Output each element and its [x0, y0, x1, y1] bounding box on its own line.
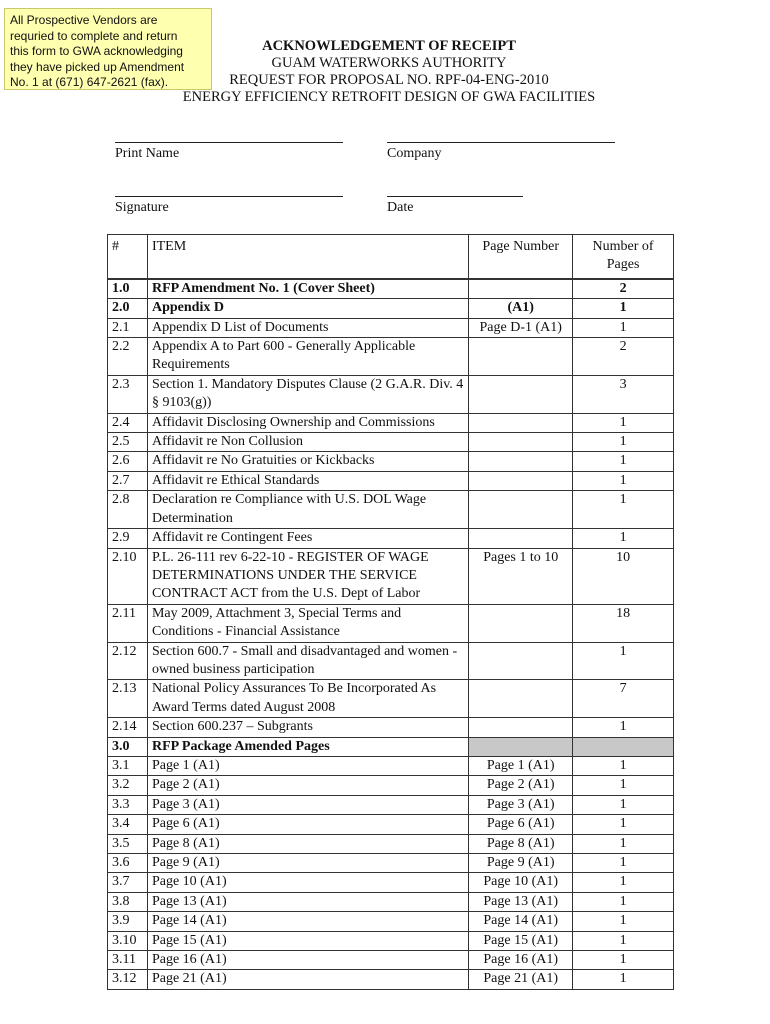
row-page-count: 1 — [573, 892, 674, 911]
row-item: Page 14 (A1) — [147, 912, 468, 931]
print-name-label: Print Name — [115, 146, 180, 161]
document-title: ACKNOWLEDGEMENT OF RECEIPT — [262, 38, 516, 54]
row-page-count: 1 — [573, 529, 674, 548]
row-page-count: 1 — [573, 970, 674, 989]
row-item: Affidavit re Ethical Standards — [147, 471, 468, 490]
row-item: May 2009, Attachment 3, Special Terms and Conditions - Financial Assistance — [147, 604, 468, 642]
row-page-number — [469, 718, 573, 737]
row-number: 2.5 — [108, 433, 148, 452]
row-item: Affidavit re No Gratuities or Kickbacks — [147, 452, 468, 471]
row-item: National Policy Assurances To Be Incorporated As Award Terms dated August 2008 — [147, 680, 468, 718]
table-row — [108, 548, 674, 604]
row-number: 1.0 — [108, 279, 148, 299]
row-number: 3.5 — [108, 834, 148, 853]
row-page-number: Page 14 (A1) — [469, 912, 573, 931]
row-page-number: Page 9 (A1) — [469, 854, 573, 873]
row-page-number — [469, 529, 573, 548]
row-number: 3.8 — [108, 892, 148, 911]
row-page-number — [469, 604, 573, 642]
row-number: 3.2 — [108, 776, 148, 795]
column-header-number: # — [108, 235, 148, 279]
table-row — [108, 318, 674, 337]
row-page-number — [469, 737, 573, 756]
row-page-number — [469, 680, 573, 718]
row-page-number — [469, 375, 573, 413]
row-number: 3.1 — [108, 756, 148, 775]
document-header — [0, 38, 770, 106]
row-number: 2.11 — [108, 604, 148, 642]
row-page-number: Page 21 (A1) — [469, 970, 573, 989]
row-page-number — [469, 471, 573, 490]
table-row — [108, 433, 674, 452]
row-number: 3.6 — [108, 854, 148, 873]
row-item: Page 6 (A1) — [147, 815, 468, 834]
table-row — [108, 756, 674, 775]
column-header-item: ITEM — [147, 235, 468, 279]
table-row — [108, 931, 674, 950]
row-page-count: 7 — [573, 680, 674, 718]
note-line: they have picked up Amendment — [10, 59, 185, 74]
row-page-number: Page 16 (A1) — [469, 951, 573, 970]
row-page-count: 10 — [573, 548, 674, 604]
table-row — [108, 338, 674, 376]
row-page-count: 1 — [573, 931, 674, 950]
print-name-line[interactable] — [115, 142, 343, 143]
row-item: Section 600.7 - Small and disadvantaged and women - owned business participation — [147, 642, 468, 680]
row-number: 2.10 — [108, 548, 148, 604]
row-page-number: Page 15 (A1) — [469, 931, 573, 950]
row-number: 3.3 — [108, 795, 148, 814]
row-page-count: 1 — [573, 491, 674, 529]
row-page-count: 18 — [573, 604, 674, 642]
row-item: Page 3 (A1) — [147, 795, 468, 814]
row-page-number — [469, 642, 573, 680]
row-page-count: 1 — [573, 912, 674, 931]
row-page-number: Page 8 (A1) — [469, 834, 573, 853]
column-header-number-of-pages: Number of Pages — [573, 235, 674, 279]
row-page-number — [469, 452, 573, 471]
row-item: Affidavit re Contingent Fees — [147, 529, 468, 548]
row-item: Page 10 (A1) — [147, 873, 468, 892]
table-row — [108, 873, 674, 892]
row-number: 2.13 — [108, 680, 148, 718]
row-number: 2.2 — [108, 338, 148, 376]
row-number: 2.4 — [108, 413, 148, 432]
table-row — [108, 892, 674, 911]
table-row — [108, 834, 674, 853]
table-header-row — [108, 235, 674, 279]
row-item: Affidavit Disclosing Ownership and Commissions — [147, 413, 468, 432]
row-page-count — [573, 737, 674, 756]
row-page-number — [469, 338, 573, 376]
row-page-number: Page 3 (A1) — [469, 795, 573, 814]
table-row — [108, 413, 674, 432]
table-row — [108, 912, 674, 931]
row-page-count: 1 — [573, 299, 674, 318]
row-page-count: 1 — [573, 795, 674, 814]
row-page-count: 1 — [573, 433, 674, 452]
company-line[interactable] — [387, 142, 615, 143]
row-number: 3.4 — [108, 815, 148, 834]
table-row — [108, 776, 674, 795]
row-item: RFP Package Amended Pages — [147, 737, 468, 756]
rfp-number: REQUEST FOR PROPOSAL NO. RPF-04-ENG-2010 — [229, 72, 549, 88]
company-label: Company — [387, 146, 442, 161]
row-item: Page 2 (A1) — [147, 776, 468, 795]
row-page-number: Page 1 (A1) — [469, 756, 573, 775]
table-row — [108, 299, 674, 318]
row-page-number: (A1) — [469, 299, 573, 318]
row-item: Page 1 (A1) — [147, 756, 468, 775]
table-row — [108, 491, 674, 529]
row-item: Appendix A to Part 600 - Generally Applicable Requirements — [147, 338, 468, 376]
row-item: RFP Amendment No. 1 (Cover Sheet) — [147, 279, 468, 299]
row-item: Declaration re Compliance with U.S. DOL Wage Determination — [147, 491, 468, 529]
row-item: Page 13 (A1) — [147, 892, 468, 911]
row-page-number — [469, 491, 573, 529]
row-page-number: Page 10 (A1) — [469, 873, 573, 892]
table-row — [108, 642, 674, 680]
row-number: 2.0 — [108, 299, 148, 318]
row-page-count: 2 — [573, 338, 674, 376]
table-row — [108, 970, 674, 989]
table-row — [108, 854, 674, 873]
row-page-count: 3 — [573, 375, 674, 413]
row-number: 2.7 — [108, 471, 148, 490]
row-page-count: 1 — [573, 815, 674, 834]
row-number: 2.14 — [108, 718, 148, 737]
row-number: 2.3 — [108, 375, 148, 413]
table-row — [108, 529, 674, 548]
row-page-number — [469, 413, 573, 432]
row-page-count: 1 — [573, 471, 674, 490]
project-name: ENERGY EFFICIENCY RETROFIT DESIGN OF GWA FACILITIES — [182, 89, 596, 105]
note-line: No. 1 at (671) 647-2621 (fax). — [10, 75, 169, 89]
row-page-number: Page D-1 (A1) — [469, 318, 573, 337]
table-row — [108, 951, 674, 970]
note-line: All Prospective Vendors are — [10, 13, 158, 27]
row-number: 3.10 — [108, 931, 148, 950]
row-page-count: 1 — [573, 854, 674, 873]
table-row — [108, 718, 674, 737]
row-page-count: 1 — [573, 642, 674, 680]
note-line: requried to complete and return — [10, 28, 178, 43]
row-page-number: Page 13 (A1) — [469, 892, 573, 911]
row-item: Section 1. Mandatory Disputes Clause (2 G.A.R. Div. 4 § 9103(g)) — [147, 375, 468, 413]
row-page-count: 1 — [573, 776, 674, 795]
table-row — [108, 737, 674, 756]
row-item: Appendix D List of Documents — [147, 318, 468, 337]
table-row — [108, 375, 674, 413]
row-item: Page 8 (A1) — [147, 834, 468, 853]
row-page-number: Page 6 (A1) — [469, 815, 573, 834]
row-page-count: 1 — [573, 718, 674, 737]
row-page-count: 1 — [573, 452, 674, 471]
table-row — [108, 279, 674, 299]
row-item: P.L. 26-111 rev 6-22-10 - REGISTER OF WAGE DETERMINATIONS UNDER THE SERVICE CONTRACT ACT from the U.S. Dept of Labor — [147, 548, 468, 604]
row-item: Appendix D — [147, 299, 468, 318]
row-item: Page 21 (A1) — [147, 970, 468, 989]
row-page-count: 2 — [573, 279, 674, 299]
row-item: Page 15 (A1) — [147, 931, 468, 950]
row-item: Page 9 (A1) — [147, 854, 468, 873]
row-page-number: Page 2 (A1) — [469, 776, 573, 795]
note-line: this form to GWA acknowledging — [10, 44, 183, 58]
row-page-count: 1 — [573, 873, 674, 892]
row-number: 3.7 — [108, 873, 148, 892]
row-page-count: 1 — [573, 951, 674, 970]
row-item: Section 600.237 – Subgrants — [147, 718, 468, 737]
table-row — [108, 452, 674, 471]
row-page-count: 1 — [573, 834, 674, 853]
table-row — [108, 815, 674, 834]
table-row — [108, 680, 674, 718]
signature-line[interactable] — [115, 196, 343, 197]
column-header-page-number: Page Number — [469, 235, 573, 279]
table-row — [108, 604, 674, 642]
row-item: Affidavit re Non Collusion — [147, 433, 468, 452]
row-item: Page 16 (A1) — [147, 951, 468, 970]
date-line[interactable] — [387, 196, 523, 197]
row-page-number — [469, 279, 573, 299]
date-label: Date — [387, 200, 414, 215]
table-row — [108, 795, 674, 814]
row-number: 2.12 — [108, 642, 148, 680]
row-page-count: 1 — [573, 318, 674, 337]
signature-label: Signature — [115, 200, 169, 215]
row-page-count: 1 — [573, 413, 674, 432]
row-number: 2.1 — [108, 318, 148, 337]
row-number: 3.0 — [108, 737, 148, 756]
row-page-number — [469, 433, 573, 452]
table-row — [108, 471, 674, 490]
row-number: 3.9 — [108, 912, 148, 931]
document-checklist-table — [107, 234, 674, 990]
row-page-count: 1 — [573, 756, 674, 775]
row-number: 2.8 — [108, 491, 148, 529]
row-number: 3.11 — [108, 951, 148, 970]
organization-name: GUAM WATERWORKS AUTHORITY — [271, 55, 507, 71]
row-number: 2.6 — [108, 452, 148, 471]
row-number: 2.9 — [108, 529, 148, 548]
row-number: 3.12 — [108, 970, 148, 989]
row-page-number: Pages 1 to 10 — [469, 548, 573, 604]
